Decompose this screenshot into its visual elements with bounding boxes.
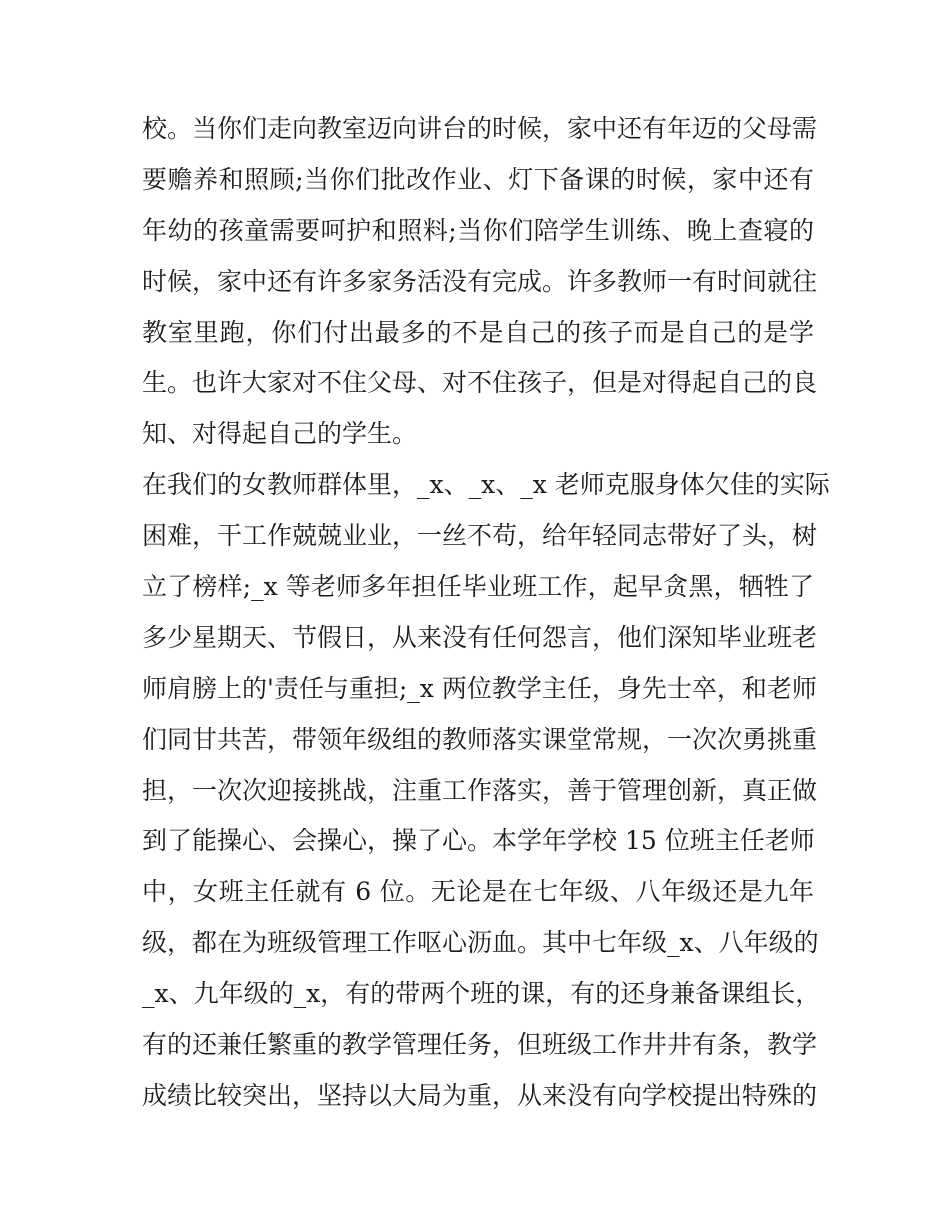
text-line: 教室里跑，你们付出最多的不是自己的孩子而是自己的是学 xyxy=(142,317,814,347)
text-line: 困难，干工作兢兢业业，一丝不苟，给年轻同志带好了头，树 xyxy=(142,521,818,551)
text-line: 中，女班主任就有 6 位。无论是在七年级、八年级还是九年 xyxy=(142,877,814,907)
text-line: 年幼的孩童需要呵护和照料;当你们陪学生训练、晚上查寝的 xyxy=(142,215,814,245)
body-text xyxy=(142,104,830,1122)
text-line: 要赡养和照顾;当你们批改作业、灯下备课的时候，家中还有 xyxy=(142,164,814,194)
text-line: 担，一次次迎接挑战，注重工作落实，善于管理创新，真正做 xyxy=(142,775,818,805)
text-line: 级，都在为班级管理工作呕心沥血。其中七年级_x、八年级的 xyxy=(142,928,819,958)
text-line: 有的还兼任繁重的教学管理任务，但班级工作井井有条，教学 xyxy=(142,1030,818,1060)
text-line: _x、九年级的_x，有的带两个班的课，有的还身兼备课组长， xyxy=(142,979,821,1009)
text-line: 生。也许大家对不住父母、对不住孩子，但是对得起自己的良 xyxy=(142,368,818,398)
text-line: 在我们的女教师群体里，_x、_x、_x 老师克服身体欠佳的实际 xyxy=(142,470,830,500)
text-line: 多少星期天、节假日，从来没有任何怨言，他们深知毕业班老 xyxy=(142,622,818,652)
text-line: 师肩膀上的'责任与重担;_x 两位教学主任，身先士卒，和老师 xyxy=(142,673,817,703)
text-line: 到了能操心、会操心，操了心。本学年学校 15 位班主任老师 xyxy=(142,826,815,856)
paragraph-end-line: 知、对得起自己的学生。 xyxy=(142,419,418,449)
text-line: 们同甘共苦，带领年级组的教师落实课堂常规，一次次勇挑重 xyxy=(142,724,818,754)
text-line: 立了榜样;_x 等老师多年担任毕业班工作，起早贪黑，牺牲了 xyxy=(142,572,814,602)
text-line: 校。当你们走向教室迈向讲台的时候，家中还有年迈的父母需 xyxy=(142,114,818,143)
text-line: 成绩比较突出，坚持以大局为重，从来没有向学校提出特殊的 xyxy=(142,1080,818,1110)
text-line: 时候，家中还有许多家务活没有完成。许多教师一有时间就往 xyxy=(142,266,818,296)
